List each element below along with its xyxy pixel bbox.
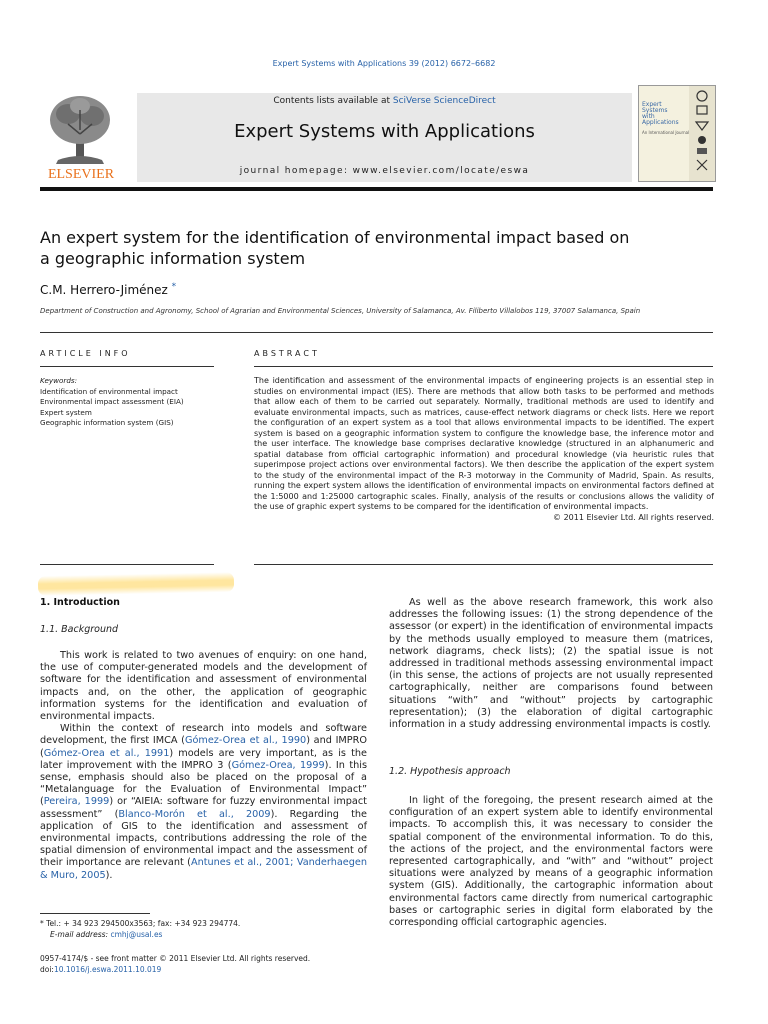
footnote-contact xyxy=(40,918,240,929)
cover-line: Expert xyxy=(642,101,662,108)
text-run: ) or “AIEIA: software for fuzzy environmental impact assessment” ( xyxy=(40,796,367,820)
text-run: ). In this sense, emphasis should also be placed on the proposal of a “Metalanguage for the Evaluation of Environmental Impact” ( xyxy=(40,759,367,808)
email-label: E-mail address: xyxy=(50,930,111,939)
citation-link[interactable]: Gómez-Orea et al., 1991 xyxy=(43,747,170,759)
contents-line xyxy=(137,96,632,106)
keyword-item: Identification of environmental impact xyxy=(40,386,178,396)
citation-link[interactable]: Antunes et al., 2001; Vanderhaegen & Muro, 2005 xyxy=(40,857,367,881)
section-title: 1. Introduction xyxy=(40,597,120,608)
abstract-copyright: © 2011 Elsevier Ltd. All rights reserved. xyxy=(553,512,714,522)
footnote xyxy=(40,918,240,940)
article-info-heading: ARTICLE INFO xyxy=(40,349,131,358)
journal-homepage xyxy=(137,166,632,176)
contents-prefix: Contents lists available at xyxy=(273,96,393,106)
paper-title: An expert system for the identification of environmental impact based on a geographic information system xyxy=(40,228,630,268)
paragraph: As well as the above research framework, this work also addresses the following issues: (1) the strong dependence of the assessor (or expert) in the identification of environmental impacts by the methods usually employed to measure them (matrices, network diagrams, check lists); (2) the spatial issue is not addressed in traditional methods assessing environmental impact (in this sense, the actions of projects are not usually represented cartographically, neither are comparisons found between situations “with” and “without” projects by cartographic representation); (3) the elaboration of digital cartographic information in a study addressing environmental impacts is costly. xyxy=(389,597,713,731)
cover-line: Systems xyxy=(642,107,668,114)
footnote-rule xyxy=(40,913,150,914)
text-run: ). Regarding the application of GIS to the identification and assessment of environmental impacts, contributions addressing the role of the spatial dimension of environmental impact and the assessment of their importance are relevant ( xyxy=(40,808,368,869)
homepage-link[interactable]: www.elsevier.com/locate/eswa xyxy=(352,166,530,176)
elsevier-logo[interactable] xyxy=(38,90,124,182)
info-bottom-rule xyxy=(40,564,214,565)
author-line xyxy=(40,282,176,297)
doi-line xyxy=(40,964,310,975)
citation-link[interactable]: Gómez-Orea, 1999 xyxy=(231,759,325,771)
author-name: C.M. Herrero-Jiménez xyxy=(40,283,168,297)
cover-line: Applications xyxy=(642,119,679,126)
doi-label: doi: xyxy=(40,965,54,974)
text-run: ) models are very important, as is the later improvement with the IMPRO 3 ( xyxy=(40,747,367,771)
abstract-bottom-rule xyxy=(254,564,713,565)
email-link[interactable]: cmhj@usal.es xyxy=(110,930,163,939)
footnote-email-line xyxy=(40,929,240,940)
title-divider xyxy=(40,332,713,333)
author-footnote-mark[interactable]: * xyxy=(171,282,177,292)
text-run: ) and IMPRO ( xyxy=(40,735,367,759)
journal-title: Expert Systems with Applications xyxy=(234,121,535,142)
subsection-title: 1.1. Background xyxy=(40,624,119,635)
keyword-item: Environmental impact assessment (EIA) xyxy=(40,397,184,406)
article-info-rule xyxy=(40,366,214,367)
front-matter xyxy=(40,953,310,975)
keywords-label: Keywords: xyxy=(40,376,78,385)
footnote-phone: Tel.: + 34 923 294500x3563; fax: +34 923 294774. xyxy=(46,919,241,928)
cover-title xyxy=(642,102,679,126)
publisher-name: ELSEVIER xyxy=(47,167,115,182)
subsection-title: 1.2. Hypothesis approach xyxy=(389,766,511,777)
abstract-heading: ABSTRACT xyxy=(254,349,320,358)
cover-icons-icon xyxy=(691,88,713,178)
keyword-item: Geographic information system (GIS) xyxy=(40,418,174,427)
right-column-body-2 xyxy=(389,795,713,929)
paragraph: This work is related to two avenues of enquiry: on one hand, the use of computer-generated models and the development of software for the identification and assessment of environmental impacts and, on the other, the application of geographic information systems for the identification and evaluation of environmental impacts. xyxy=(40,650,367,723)
citation-link[interactable]: Gómez-Orea et al., 1990 xyxy=(184,735,307,747)
citation-link[interactable]: Blanco-Morón et al., 2009 xyxy=(118,808,271,820)
cover-subtitle: An International Journal xyxy=(642,130,690,135)
elsevier-tree-icon xyxy=(38,90,124,182)
journal-cover[interactable] xyxy=(638,85,716,182)
left-column-body xyxy=(40,650,367,882)
keywords-block xyxy=(40,376,220,429)
paragraph: In light of the foregoing, the present research aimed at the configuration of an expert system able to identify environmental impacts. To accomplish this, it was necessary to consider the spatial component of the environmental information. To do this, the actions of the project, and the environmental factors were represented cartographically, and “with” and “without” project situations were analyzed by means of a geographic information system (GIS). Additionally, the cartographic information about environmental factors came directly from numerical cartographic bases or cartographic series in digital form elaborated by the corresponding official cartographic agencies. xyxy=(389,795,713,929)
journal-citation[interactable]: Expert Systems with Applications 39 (2012) 6672–6682 xyxy=(272,59,496,68)
abstract-text: The identification and assessment of the environmental impacts of engineering projects is an essential step in studies on environmental impact (IES). There are methods that allow both tasks to be performed and methods that allow each of them to be carried out separately. Normally, traditional methods are used to identify and evaluate environmental impacts, such as matrices, cause-effect network diagrams or check lists. Here we report the configuration of an expert system as a tool that allows environmental impacts to be identified. The expert system is based on a geographic information system to configure the knowledge base, the inference motor and the user interface. The knowledge base comprises declarative knowledge (structured in an alphanumeric and spatial database from official cartographic information) and procedural knowledge (via heuristic rules that superimpose project actions over environmental factors). We then describe the application of the expert system to the study of the environmental impact of the R-3 motorway in the Community of Madrid, Spain. As results, running the expert system allows the identification of environmental impacts on environmental factors defined at the 1:5000 and 1:25000 cartographic scales. Finally, analysis of the results or conclusions allows the validity of the use of graphic expert systems to be compared for the identification of environmental impacts. xyxy=(254,376,714,511)
footnote-mark: * xyxy=(40,919,44,928)
header-rule xyxy=(40,187,713,191)
keyword-item: Expert system xyxy=(40,407,92,417)
paragraph xyxy=(40,723,367,882)
homepage-prefix: journal homepage: xyxy=(239,166,353,176)
cover-line: with xyxy=(642,113,655,120)
highlighter-mark xyxy=(38,572,234,596)
text-run: ). xyxy=(105,869,113,881)
citation-link[interactable]: Pereira, 1999 xyxy=(43,796,110,808)
abstract-rule xyxy=(254,366,713,367)
abstract-block xyxy=(254,376,714,523)
doi-link[interactable]: 10.1016/j.eswa.2011.10.019 xyxy=(53,965,162,974)
affiliation: Department of Construction and Agronomy, School of Agrarian and Environmental Sciences, University of Salamanca, Av. Filiberto Villalobos 119, 37007 Salamanca, Spain xyxy=(40,307,641,315)
sciencedirect-link[interactable]: SciVerse ScienceDirect xyxy=(392,96,496,106)
issn-line: 0957-4174/$ - see front matter © 2011 Elsevier Ltd. All rights reserved. xyxy=(40,954,311,963)
right-column-body xyxy=(389,597,713,731)
text-run: Within the context of research into models and software development, the first IMCA ( xyxy=(40,723,367,747)
